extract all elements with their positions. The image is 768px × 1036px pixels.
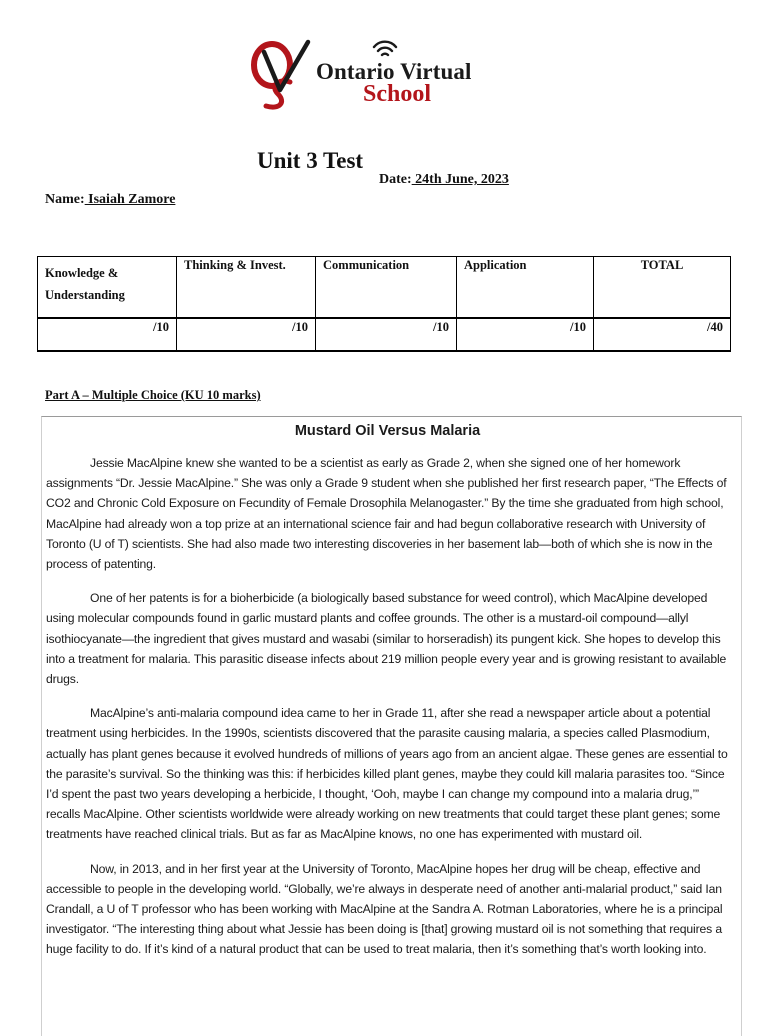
- ovs-monogram-icon: [250, 38, 316, 110]
- passage-paragraph: MacAlpine’s anti-malaria compound idea came to her in Grade 11, after she read a newspaper article about a potential treatment using herbicides. In the 1990s, scientists discovered that the parasite causing malaria, a species called Plasmodium, actually has plant genes because it evolved hundreds of millions of years ago from an ancient algae. These genes are essential to the parasite’s survival. So the thinking was this: if herbicides killed plant genes, maybe they could kill malaria parasites too. “Since I’d spent the past two years developing a herbicide, I thought, ‘Ooh, maybe I can change my compound into a malaria drug,’” recalls MacAlpine. Other scientists worldwide were already working on new treatments that could target these plant genes; some treatments have reached clinical trials. But as far as MacAlpine knows, no one has experimented with mustard oil.: [46, 706, 728, 842]
- marks-table-header-row: [38, 257, 731, 319]
- score-total: /40: [594, 318, 731, 351]
- wifi-signal-icon: [372, 38, 398, 60]
- date-value: 24th June, 2023: [411, 172, 509, 187]
- passage-paragraph: Jessie MacAlpine knew she wanted to be a scientist as early as Grade 2, when she signed one of her homework assignments “Dr. Jessie MacAlpine.” She was only a Grade 9 student when she published her first research paper, “The Effects of CO2 and Chronic Cold Exposure on Fecundity of Female Drosophila Melanogaster.” By the time she graduated from high school, MacAlpine had already won a top prize at an international science fair and had begun collaborative research with University of Toronto (U of T) scientists. She had also made two interesting discoveries in her basement lab—both of which she is now in the process of patenting.: [46, 456, 727, 572]
- header-knowledge-understanding: [38, 257, 177, 319]
- marks-table-score-row: [38, 318, 731, 351]
- name-value: Isaiah Zamore: [84, 192, 176, 207]
- school-logo: [250, 38, 510, 110]
- score-thinking-investigation: /10: [177, 318, 316, 351]
- header-application: Application: [457, 257, 594, 319]
- header-total: TOTAL: [594, 257, 731, 319]
- date-label: Date:: [379, 172, 412, 187]
- page-title: Unit 3 Test: [257, 148, 364, 173]
- logo-text-ontario-virtual: Ontario Virtual: [316, 59, 472, 84]
- marks-table: [37, 256, 731, 352]
- header-ku-line2: Understanding: [45, 288, 125, 302]
- score-knowledge-understanding: /10: [38, 318, 177, 351]
- section-heading: Part A – Multiple Choice (KU 10 marks): [45, 388, 261, 402]
- name-line: [45, 192, 175, 208]
- logo-text-school: School: [363, 81, 432, 107]
- passage-paragraph: Now, in 2013, and in her first year at the University of Toronto, MacAlpine hopes her drug will be cheap, effective and accessible to people in the developing world. “Globally, we’re always in desperate need of another anti-malarial product,” said Ian Crandall, a U of T professor who has been working with MacAlpine at the Sandra A. Rotman Laboratories, where he is a principal investigator. “The interesting thing about what Jessie has been doing is [that] growing mustard oil is not something that requires a huge facility to do. If it’s kind of a natural product that can be used to treat malaria, then it’s something that’s worth looking into.: [46, 861, 723, 957]
- date-line: [379, 172, 509, 188]
- score-application: /10: [457, 318, 594, 351]
- passage-paragraph: One of her patents is for a bioherbicide (a biologically based substance for weed control), which MacAlpine developed using molecular compounds found in garlic mustard plants and coffee grounds. The other is a mustard-oil compound—allyl isothiocyanate—the ingredient that gives mustard and wasabi (similar to horseradish) its pungent kick. She hopes to develop this into a treatment for malaria. This parasitic disease infects about 219 million people every year and is growing resistant to available drugs.: [46, 591, 727, 687]
- reading-passage: [41, 416, 742, 1036]
- header-communication: Communication: [316, 257, 457, 319]
- score-communication: /10: [316, 318, 457, 351]
- passage-title: Mustard Oil Versus Malaria: [294, 423, 481, 439]
- name-label: Name:: [45, 192, 85, 207]
- header-thinking-investigation: Thinking & Invest.: [177, 257, 316, 319]
- header-ku-line1: Knowledge &: [45, 266, 119, 280]
